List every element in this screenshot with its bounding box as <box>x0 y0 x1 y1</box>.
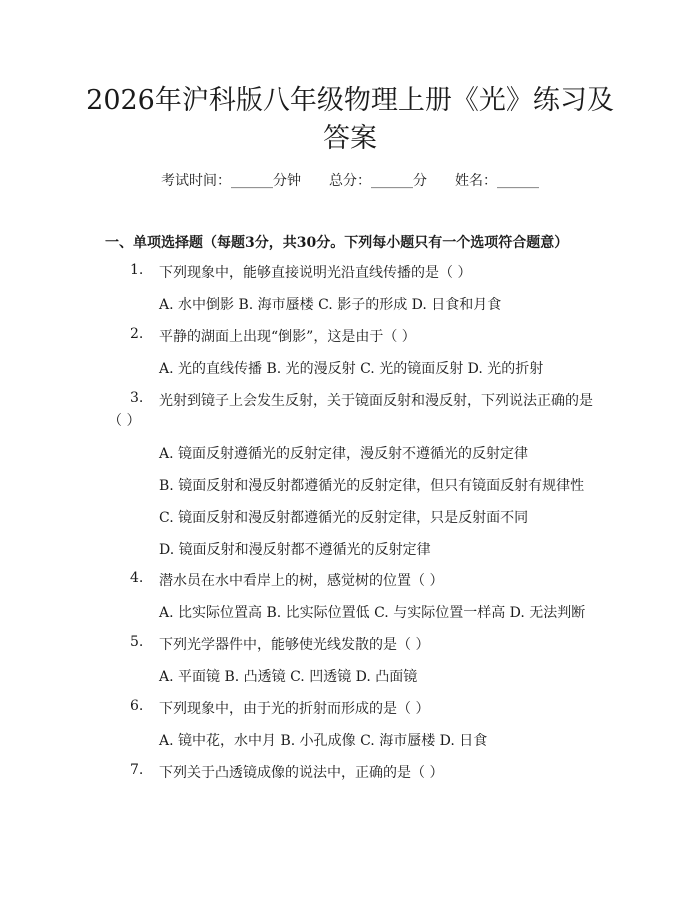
question-option-a: A. 镜面反射遵循光的反射定律，漫反射不遵循光的反射定律 <box>159 446 529 462</box>
question-number: 4. <box>130 570 144 586</box>
question-text: 下列现象中，由于光的折射而形成的是（ ） <box>159 701 430 717</box>
question-number: 6. <box>130 698 144 714</box>
question-text: 平静的湖面上出现“倒影”，这是由于（ ） <box>159 329 416 345</box>
title-line-1: 2026年沪科版八年级物理上册《光》练习及 <box>86 85 614 116</box>
question-options: A. 平面镜 B. 凸透镜 C. 凹透镜 D. 凸面镜 <box>159 669 418 685</box>
question-text-wrap: （ ） <box>108 413 141 429</box>
exam-time-field: 考试时间：______分钟 <box>161 173 301 189</box>
question-text: 下列光学器件中，能够使光线发散的是（ ） <box>159 637 430 653</box>
question-options: A. 比实际位置高 B. 比实际位置低 C. 与实际位置一样高 D. 无法判断 <box>159 605 586 621</box>
question-text: 下列关于凸透镜成像的说法中，正确的是（ ） <box>159 765 444 781</box>
question-options: A. 镜中花，水中月 B. 小孔成像 C. 海市蜃楼 D. 日食 <box>159 733 488 749</box>
question-number: 5. <box>130 634 144 650</box>
student-name-field: 姓名：______ <box>455 173 539 189</box>
question-option-b: B. 镜面反射和漫反射都遵循光的反射定律，但只有镜面反射有规律性 <box>159 478 585 494</box>
question-option-c: C. 镜面反射和漫反射都遵循光的反射定律，只是反射面不同 <box>159 510 529 526</box>
question-options: A. 光的直线传播 B. 光的漫反射 C. 光的镜面反射 D. 光的折射 <box>159 361 544 377</box>
question-number: 3. <box>130 390 144 406</box>
exam-title <box>80 82 620 158</box>
question-text: 光射到镜子上会发生反射，关于镜面反射和漫反射，下列说法正确的是 <box>159 393 593 409</box>
exam-meta <box>0 170 700 190</box>
total-score-field: 总分：______分 <box>329 173 427 189</box>
title-line-2: 答案 <box>323 123 377 154</box>
question-text: 下列现象中，能够直接说明光沿直线传播的是（ ） <box>159 265 472 281</box>
question-options: A. 水中倒影 B. 海市蜃楼 C. 影子的形成 D. 日食和月食 <box>159 297 502 313</box>
question-number: 1. <box>130 262 144 278</box>
question-option-d: D. 镜面反射和漫反射都不遵循光的反射定律 <box>159 542 431 558</box>
section-heading-single-choice: 一、单项选择题（每题3分，共30分。下列每小题只有一个选项符合题意） <box>105 235 569 251</box>
question-number: 2. <box>130 326 144 342</box>
question-number: 7. <box>130 762 144 778</box>
question-text: 潜水员在水中看岸上的树，感觉树的位置（ ） <box>159 573 444 589</box>
